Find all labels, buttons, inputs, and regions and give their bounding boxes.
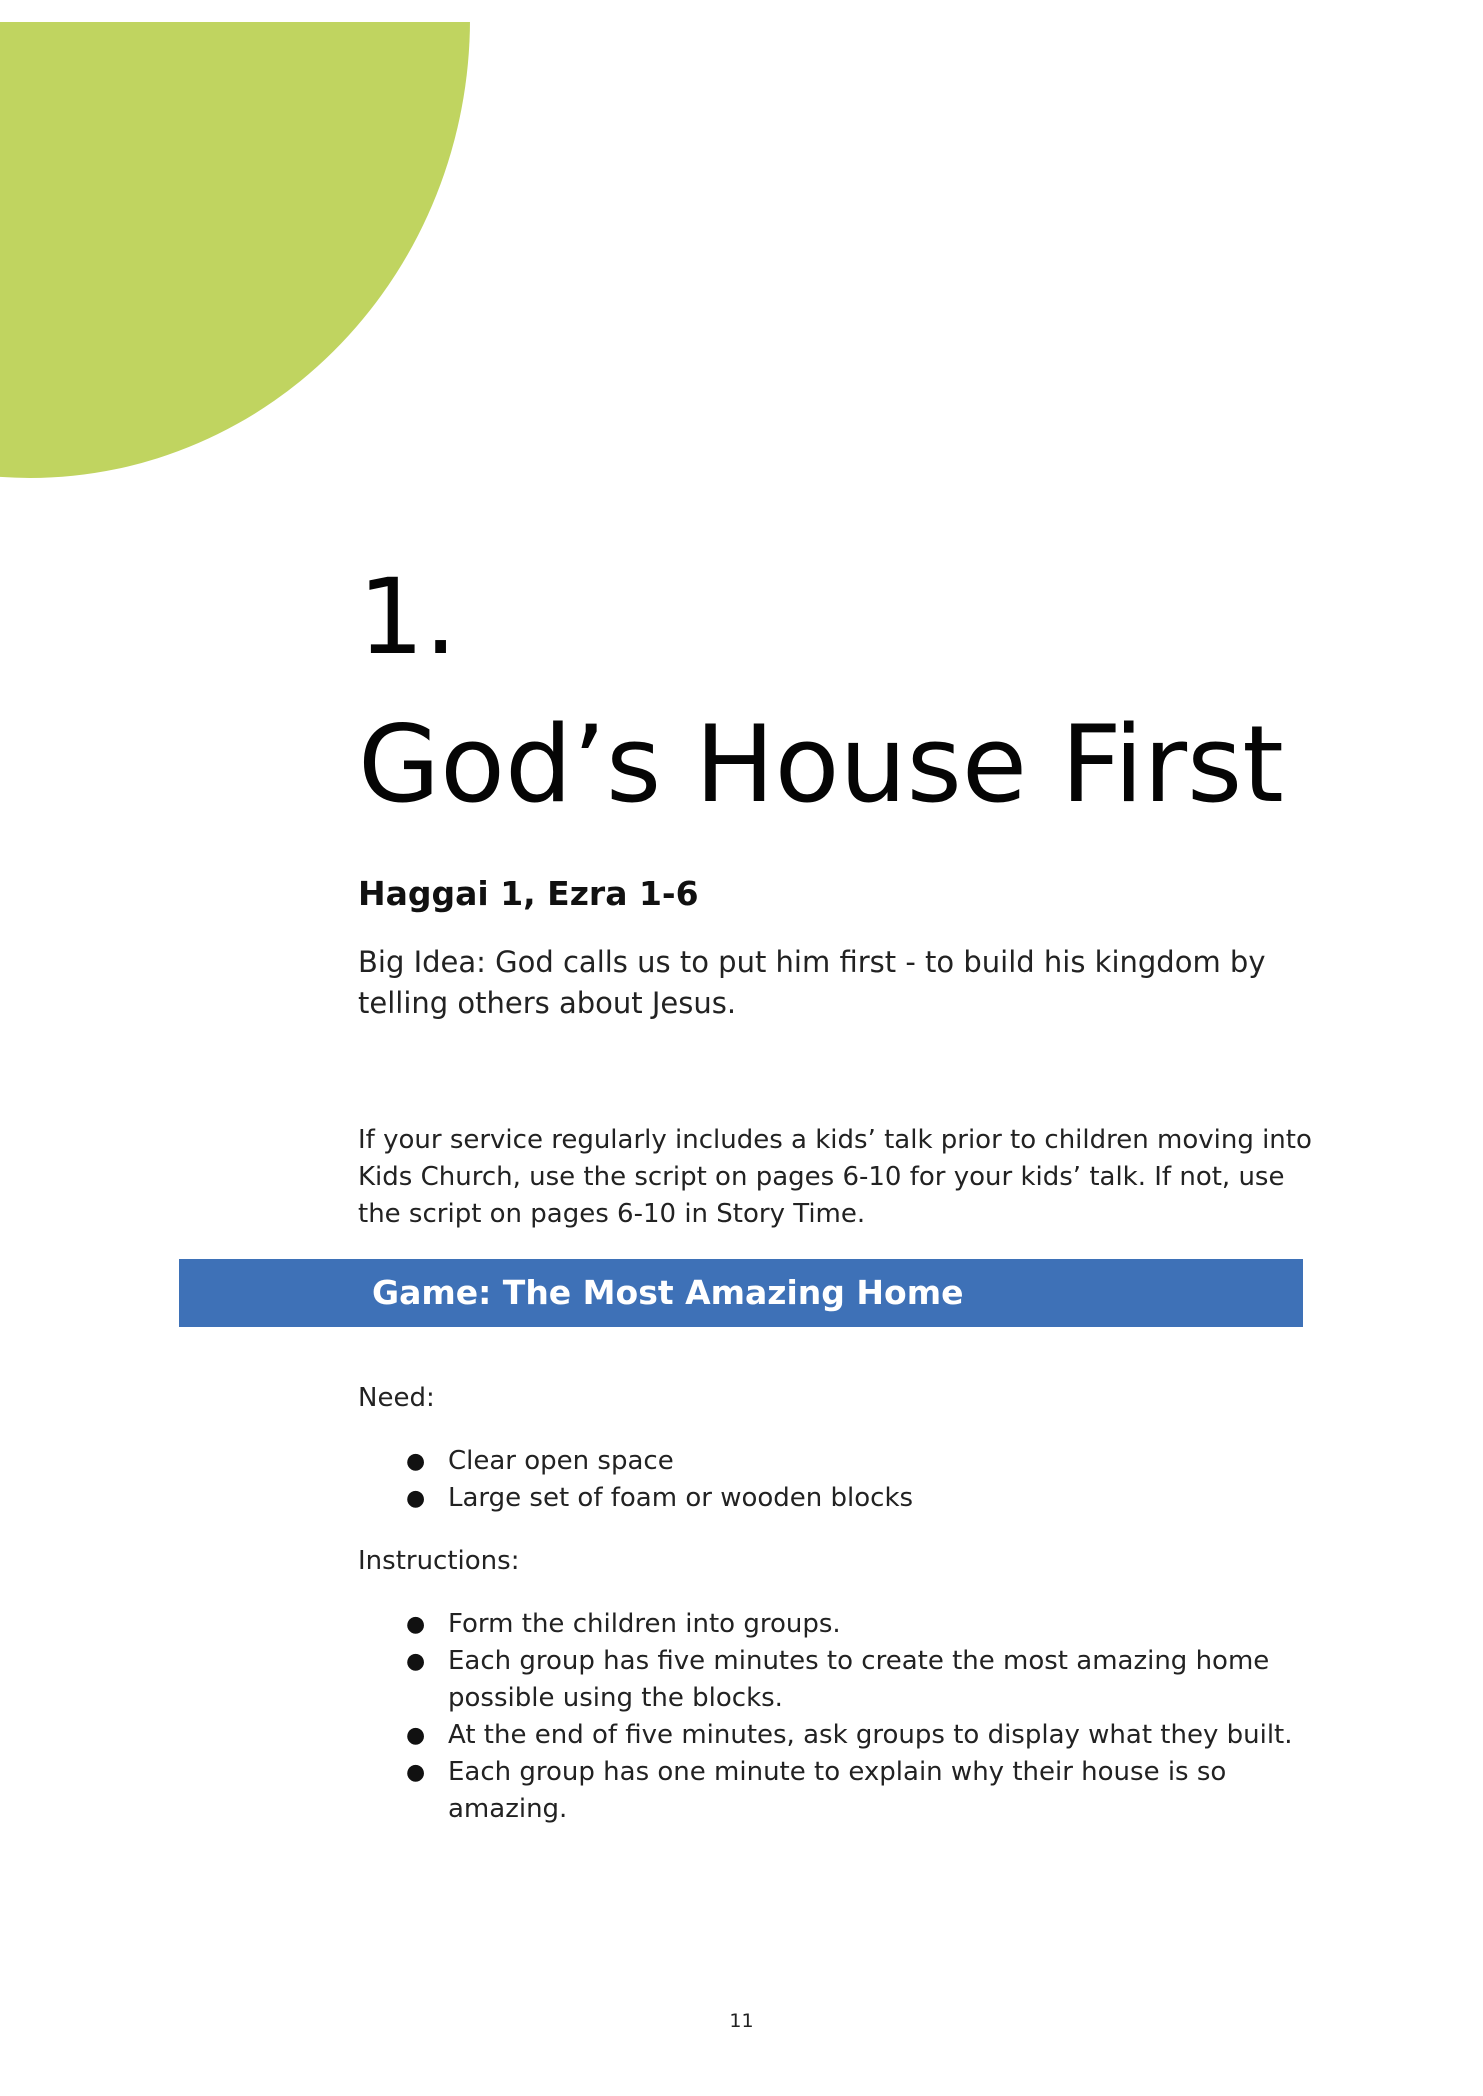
bullet-icon: ● [406,1486,426,1511]
big-idea: Big Idea: God calls us to put him first - to build his kingdom by telling others about Jesus. [358,945,1266,1020]
decorative-green-circle [0,0,470,478]
need-list [358,1443,1308,1517]
bullet-icon: ● [406,1760,426,1785]
list-item [358,1606,1308,1643]
bullet-icon: ● [406,1449,426,1474]
lesson-number: 1. [358,556,458,678]
instruction-item-text: Each group has one minute to explain why their house is so amazing. [448,1757,1227,1824]
page-number: 11 [729,2010,754,2032]
bullet-icon: ● [406,1612,426,1637]
instructions-label: Instructions: [358,1546,520,1576]
instruction-item-text: At the end of five minutes, ask groups to display what they built. [448,1720,1293,1750]
lesson-title: God’s House First [358,703,1284,826]
list-item [358,1480,1308,1517]
scripture-reference: Haggai 1, Ezra 1-6 [358,874,699,913]
intro-paragraph: If your service regularly includes a kids’ talk prior to children moving into Kids Church, use the script on pages 6-10 for your kids’ talk. If not, use the script on pages 6-10 in Story Time. [358,1125,1312,1229]
top-margin [0,0,1483,22]
bullet-icon: ● [406,1649,426,1674]
instruction-item-text: Form the children into groups. [448,1609,841,1639]
need-label: Need: [358,1383,435,1413]
list-item [358,1643,1308,1717]
bullet-icon: ● [406,1723,426,1748]
instructions-list [358,1606,1308,1828]
list-item [358,1754,1308,1828]
instruction-item-text: Each group has five minutes to create the most amazing home possible using the blocks. [448,1646,1270,1713]
need-item-text: Clear open space [448,1446,674,1476]
list-item [358,1443,1308,1480]
game-section-header [179,1259,1303,1327]
game-section-title: Game: The Most Amazing Home [372,1273,964,1312]
list-item [358,1717,1308,1754]
need-item-text: Large set of foam or wooden blocks [448,1483,914,1513]
